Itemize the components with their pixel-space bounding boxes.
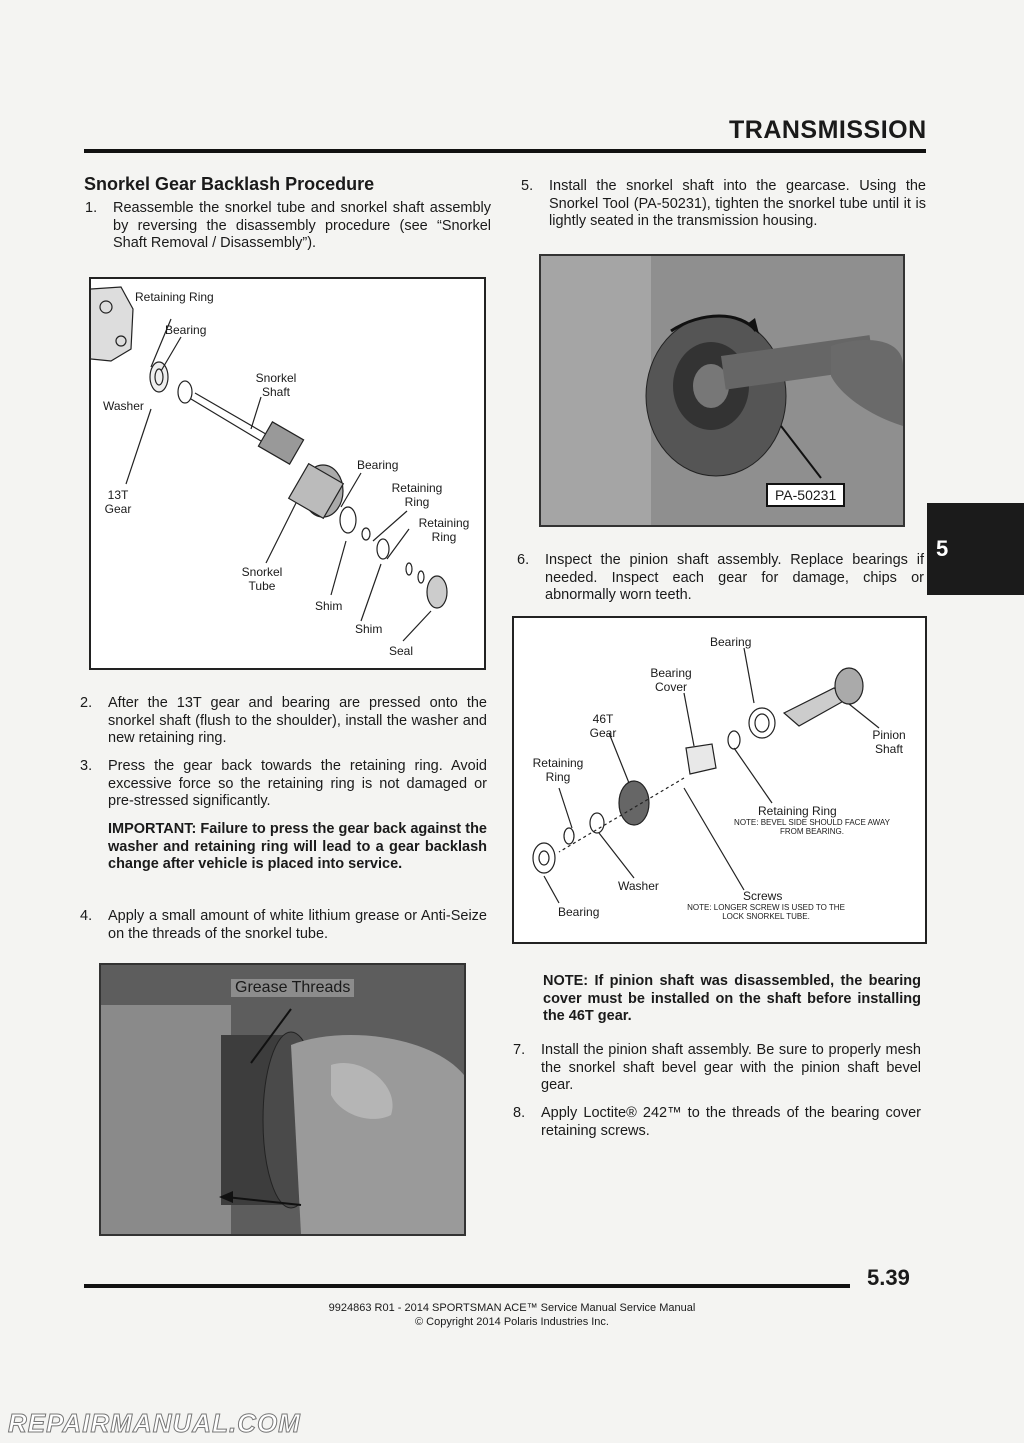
page-number: 5.39 bbox=[867, 1265, 910, 1290]
step-6 bbox=[517, 552, 924, 605]
step-text: Install the pinion shaft assembly. Be sure to properly mesh the snorkel shaft bevel gear with the pinion shaft bevel gear. bbox=[541, 1042, 921, 1093]
label-bearing-cover: Bearing Cover bbox=[650, 666, 692, 694]
label-bearing-top: Bearing bbox=[710, 635, 752, 649]
step-number: 6. bbox=[517, 552, 530, 568]
step-2 bbox=[80, 695, 487, 748]
step-3 bbox=[80, 758, 487, 811]
procedure-heading: Snorkel Gear Backlash Procedure bbox=[84, 174, 375, 194]
tool-label: PA-50231 bbox=[766, 483, 845, 507]
label-shim-1: Shim bbox=[315, 599, 343, 613]
step-text: Apply a small amount of white lithium grease or Anti-Seize on the threads of the snorkel tube. bbox=[108, 908, 487, 942]
important-note: IMPORTANT: Failure to press the gear back against the washer and retaining ring will lead to a gear backlash change after vehicle is placed into service. bbox=[108, 821, 487, 872]
pinion-note: NOTE: If pinion shaft was disassembled, the bearing cover must be installed on the shaft before installing the 46T gear. bbox=[543, 973, 921, 1024]
footer-line-1: 9924863 R01 - 2014 SPORTSMAN ACE™ Service Manual Service Manual bbox=[328, 1302, 696, 1314]
label-pinion-shaft: Pinion Shaft bbox=[872, 728, 906, 756]
retaining-ring-note: NOTE: BEVEL SIDE SHOULD FACE AWAY FROM BEARING. bbox=[734, 818, 890, 836]
grease-threads-photo bbox=[99, 963, 466, 1236]
label-bearing: Bearing bbox=[165, 323, 207, 337]
step-8 bbox=[513, 1105, 921, 1140]
step-number: 2. bbox=[80, 695, 93, 711]
label-seal: Seal bbox=[389, 644, 414, 658]
grease-threads-label: Grease Threads bbox=[231, 979, 354, 997]
label-shim-2: Shim bbox=[355, 622, 383, 636]
step-text: After the 13T gear and bearing are pressed onto the snorkel shaft (flush to the shoulder), install the washer and new retaining ring. bbox=[108, 695, 487, 746]
step-number: 1. bbox=[85, 200, 98, 216]
tool-photo-drawing bbox=[541, 256, 903, 525]
watermark: REPAIRMANUAL.COM bbox=[8, 1408, 301, 1438]
label-snorkel-tube: Snorkel Tube bbox=[241, 565, 283, 593]
step-1 bbox=[85, 200, 491, 253]
step-number: 7. bbox=[513, 1042, 526, 1058]
label-retaining-ring-2: Retaining Ring bbox=[391, 481, 443, 509]
step-text: Apply Loctite® 242™ to the threads of the bearing cover retaining screws. bbox=[541, 1105, 921, 1139]
step-number: 3. bbox=[80, 758, 93, 774]
snorkel-parts-drawing bbox=[91, 279, 484, 668]
section-title: TRANSMISSION bbox=[729, 116, 927, 144]
footer-line-2: © Copyright 2014 Polaris Industries Inc. bbox=[415, 1316, 609, 1328]
pinion-shaft-diagram bbox=[512, 616, 927, 944]
step-text: Reassemble the snorkel tube and snorkel shaft assembly by reversing the disassembly procedure (see “Snorkel Shaft Removal / Disassembly”). bbox=[113, 200, 491, 251]
label-retaining-ring-3: Retaining Ring bbox=[418, 516, 470, 544]
label-snorkel-shaft: Snorkel Shaft bbox=[255, 371, 297, 399]
title-divider bbox=[84, 149, 926, 153]
footer-divider bbox=[84, 1284, 850, 1288]
label-retaining-ring-right: Retaining Ring bbox=[758, 804, 837, 818]
label-retaining-ring: Retaining Ring bbox=[532, 756, 584, 784]
snorkel-tool-photo bbox=[539, 254, 905, 527]
step-number: 8. bbox=[513, 1105, 526, 1121]
step-number: 5. bbox=[521, 178, 534, 194]
label-retaining-ring: Retaining Ring bbox=[135, 290, 214, 304]
label-washer: Washer bbox=[618, 879, 659, 893]
step-text: Inspect the pinion shaft assembly. Replace bearings if needed. Inspect each gear for damage, chips or abnormally worn teeth. bbox=[545, 552, 924, 603]
label-bearing-bottom: Bearing bbox=[558, 905, 600, 919]
label-washer: Washer bbox=[103, 399, 144, 413]
label-bearing-2: Bearing bbox=[357, 458, 399, 472]
chapter-number: 5 bbox=[936, 536, 949, 561]
step-number: 4. bbox=[80, 908, 93, 924]
chapter-tab bbox=[927, 503, 1024, 595]
label-screws: Screws bbox=[743, 889, 783, 903]
grease-photo-drawing bbox=[101, 965, 464, 1234]
step-5 bbox=[521, 178, 926, 231]
step-text: Install the snorkel shaft into the gearcase. Using the Snorkel Tool (PA-50231), tighten the snorkel tube until it is lightly seated in the transmission housing. bbox=[549, 178, 926, 229]
snorkel-exploded-diagram bbox=[89, 277, 486, 670]
screws-note: NOTE: LONGER SCREW IS USED TO THE LOCK SNORKEL TUBE. bbox=[687, 903, 845, 921]
label-46t-gear: 46T Gear bbox=[589, 712, 617, 740]
step-4 bbox=[80, 908, 487, 943]
step-7 bbox=[513, 1042, 921, 1095]
step-text: Press the gear back towards the retaining ring. Avoid excessive force so the retaining ring is not damaged or pre-stressed significantly. bbox=[108, 758, 487, 809]
label-13t-gear: 13T Gear bbox=[104, 488, 132, 516]
